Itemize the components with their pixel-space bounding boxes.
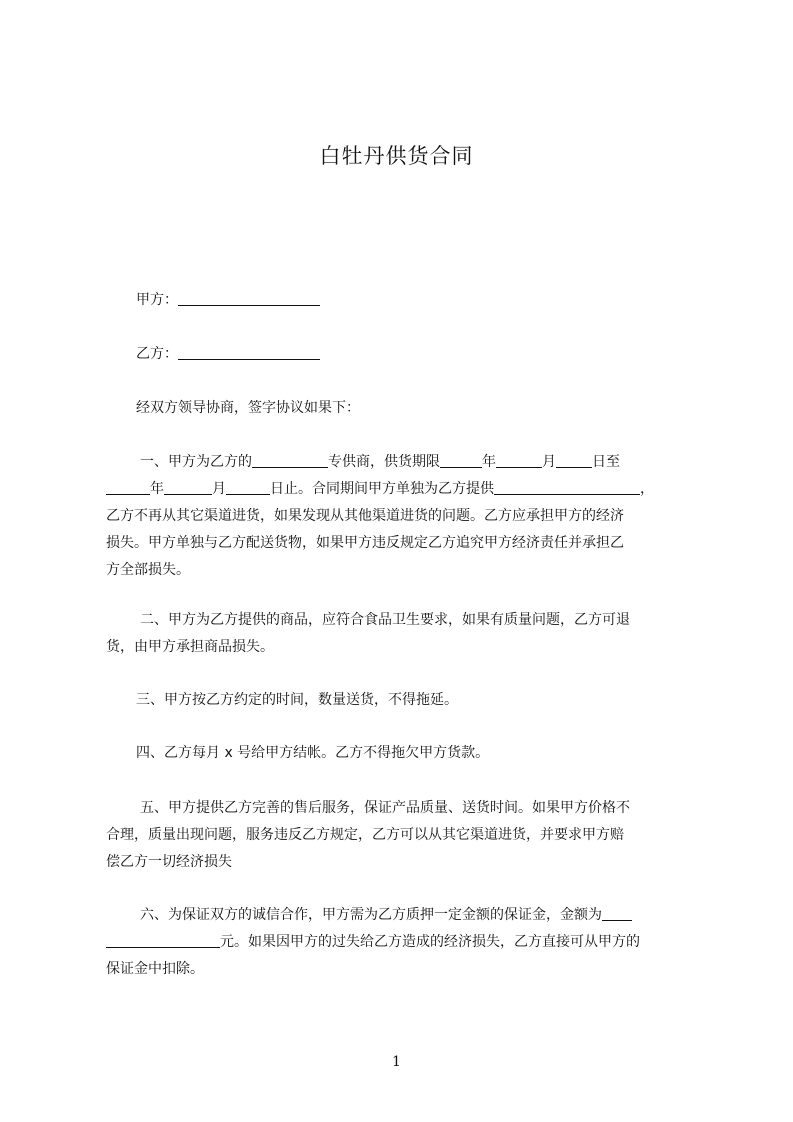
party-b-line xyxy=(106,341,730,368)
clause-1-text-b: 专供商，供货期限 xyxy=(328,454,440,470)
clause-1-line-1 xyxy=(106,449,700,476)
party-b-blank[interactable] xyxy=(178,343,320,360)
clause-1-end-year-label: 年 xyxy=(150,481,164,497)
clause-1-text-a: 一、甲方为乙方的 xyxy=(140,454,252,470)
clause-6-line-3: 保证金中扣除。 xyxy=(106,961,204,977)
clause-3: 三、甲方按乙方约定的时间，数量送货，不得拖延。 xyxy=(136,692,458,708)
end-month-blank[interactable] xyxy=(164,478,212,495)
clause-4: 四、乙方每月 x 号给甲方结帐。乙方不得拖欠甲方货款。 xyxy=(136,745,490,761)
clause-1-line-3: 乙方不再从其它渠道进货，如果发现从其他渠道进货的问题。乙方应承担甲方的经济 xyxy=(106,508,624,524)
clause-1-end-month-label: 月 xyxy=(212,481,226,497)
party-a-blank[interactable] xyxy=(178,289,320,306)
clause-1-year-label: 年 xyxy=(482,454,496,470)
clause-6-line-2 xyxy=(106,929,700,956)
clause-1-text-h: 日止。合同期间甲方单独为乙方提供 xyxy=(270,481,494,497)
clause-2-line-2: 货，由甲方承担商品损失。 xyxy=(106,639,274,655)
start-year-blank[interactable] xyxy=(440,451,482,468)
party-a-label: 甲方： xyxy=(136,292,178,308)
end-day-blank[interactable] xyxy=(226,478,270,495)
clause-1-text-e: 日至 xyxy=(592,454,620,470)
party-b-label: 乙方： xyxy=(136,346,178,362)
clause-5-line-2: 合理，质量出现问题，服务违反乙方规定，乙方可以从其它渠道进货，并要求甲方赔 xyxy=(106,827,624,843)
party-a-line xyxy=(106,287,730,314)
clause-6-text-a: 六、为保证双方的诚信合作，甲方需为乙方质押一定金额的保证金，金额为 xyxy=(140,907,602,923)
clause-1-line-2 xyxy=(106,476,700,503)
clause-6-text-b: 元。如果因甲方的过失给乙方造成的经济损失，乙方直接可从甲方的 xyxy=(220,934,640,950)
start-month-blank[interactable] xyxy=(496,451,542,468)
clause-2-line-1: 二、甲方为乙方提供的商品，应符合食品卫生要求，如果有质量问题，乙方可退 xyxy=(140,612,630,628)
clause-1-comma: ， xyxy=(640,481,654,497)
end-year-blank[interactable] xyxy=(106,478,150,495)
document-title: 白牡丹供货合同 xyxy=(319,144,474,168)
clause-1-line-4: 损失。甲方单独与乙方配送货物，如果甲方违反规定乙方追究甲方经济责任并承担乙 xyxy=(106,535,624,551)
deposit-blank-part-2[interactable] xyxy=(106,931,220,948)
clause-6-line-1 xyxy=(106,902,700,929)
page-number: 1 xyxy=(392,1054,401,1070)
clause-5-line-1: 五、甲方提供乙方完善的售后服务，保证产品质量、送货时间。如果甲方价格不 xyxy=(140,800,630,816)
clause-5-line-3: 偿乙方一切经济损失 xyxy=(106,854,232,870)
intro-text: 经双方领导协商，签字协议如果下： xyxy=(136,400,360,416)
deposit-blank-part-1[interactable] xyxy=(602,904,632,921)
clause-1-line-5: 方全部损失。 xyxy=(106,562,190,578)
goods-blank[interactable] xyxy=(494,478,640,495)
start-day-blank[interactable] xyxy=(556,451,592,468)
supplier-blank[interactable] xyxy=(252,451,328,468)
clause-1-month-label: 月 xyxy=(542,454,556,470)
